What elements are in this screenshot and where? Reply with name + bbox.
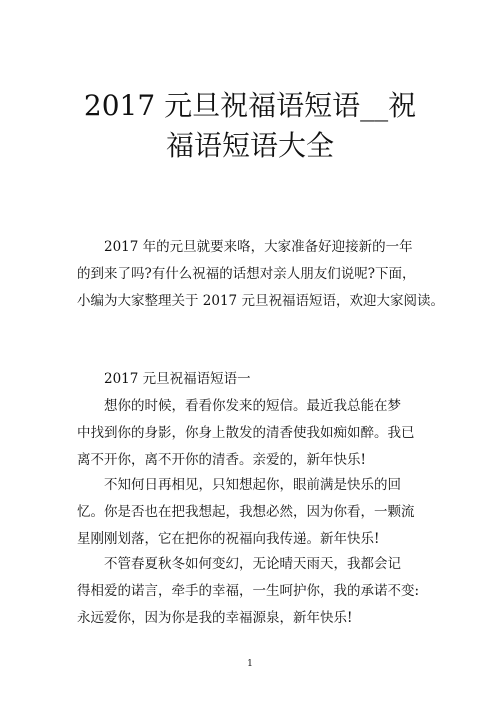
paragraph-line: 星刚刚划落，它在把你的祝福向我传递。新年快乐! [77, 531, 380, 547]
paragraph-line: 得相爱的诺言，牵手的幸福，一生呵护你，我的承诺不变: [77, 583, 420, 599]
paragraph-line: 忆。你是否也在把我想起，我想必然，因为你看，一颗流 [77, 504, 415, 520]
paragraph-line: 中找到你的身影，你身上散发的清香使我如痴如醉。我已 [77, 425, 415, 441]
intro-line: 2017 年的元旦就要来咯，大家准备好迎接新的一年 [77, 239, 413, 255]
document-title-line-1: 2017 元旦祝福语短语__祝 [83, 89, 417, 122]
paragraph-line: 永远爱你，因为你是我的幸福源泉，新年快乐! [77, 610, 353, 626]
section-heading [77, 366, 437, 393]
section-heading-text: 2017 元旦祝福语短语一 [77, 371, 251, 387]
body-paragraph-3 [77, 551, 437, 632]
paragraph-line: 想你的时候，看看你发来的短信。最近我总能在梦 [77, 398, 401, 414]
body-paragraph-1 [77, 393, 437, 474]
intro-line: 小编为大家整理关于 2017 元旦祝福语短语，欢迎大家阅读。 [77, 293, 444, 309]
intro-line: 的到来了吗?有什么祝福的话想对亲人朋友们说呢?下面， [77, 266, 416, 282]
body-paragraph-2 [77, 472, 437, 553]
intro-paragraph [77, 234, 444, 315]
paragraph-line: 不管春夏秋冬如何变幻，无论晴天雨天，我都会记 [77, 556, 401, 572]
document-title-line-2: 福语短语大全 [165, 129, 334, 162]
paragraph-line: 离不开你，离不开你的清香。亲爱的，新年快乐! [77, 452, 366, 468]
paragraph-line: 不知何日再相见，只知想起你，眼前满是快乐的回 [77, 477, 401, 493]
page-number: 1 [247, 659, 253, 669]
document-title [60, 86, 440, 166]
